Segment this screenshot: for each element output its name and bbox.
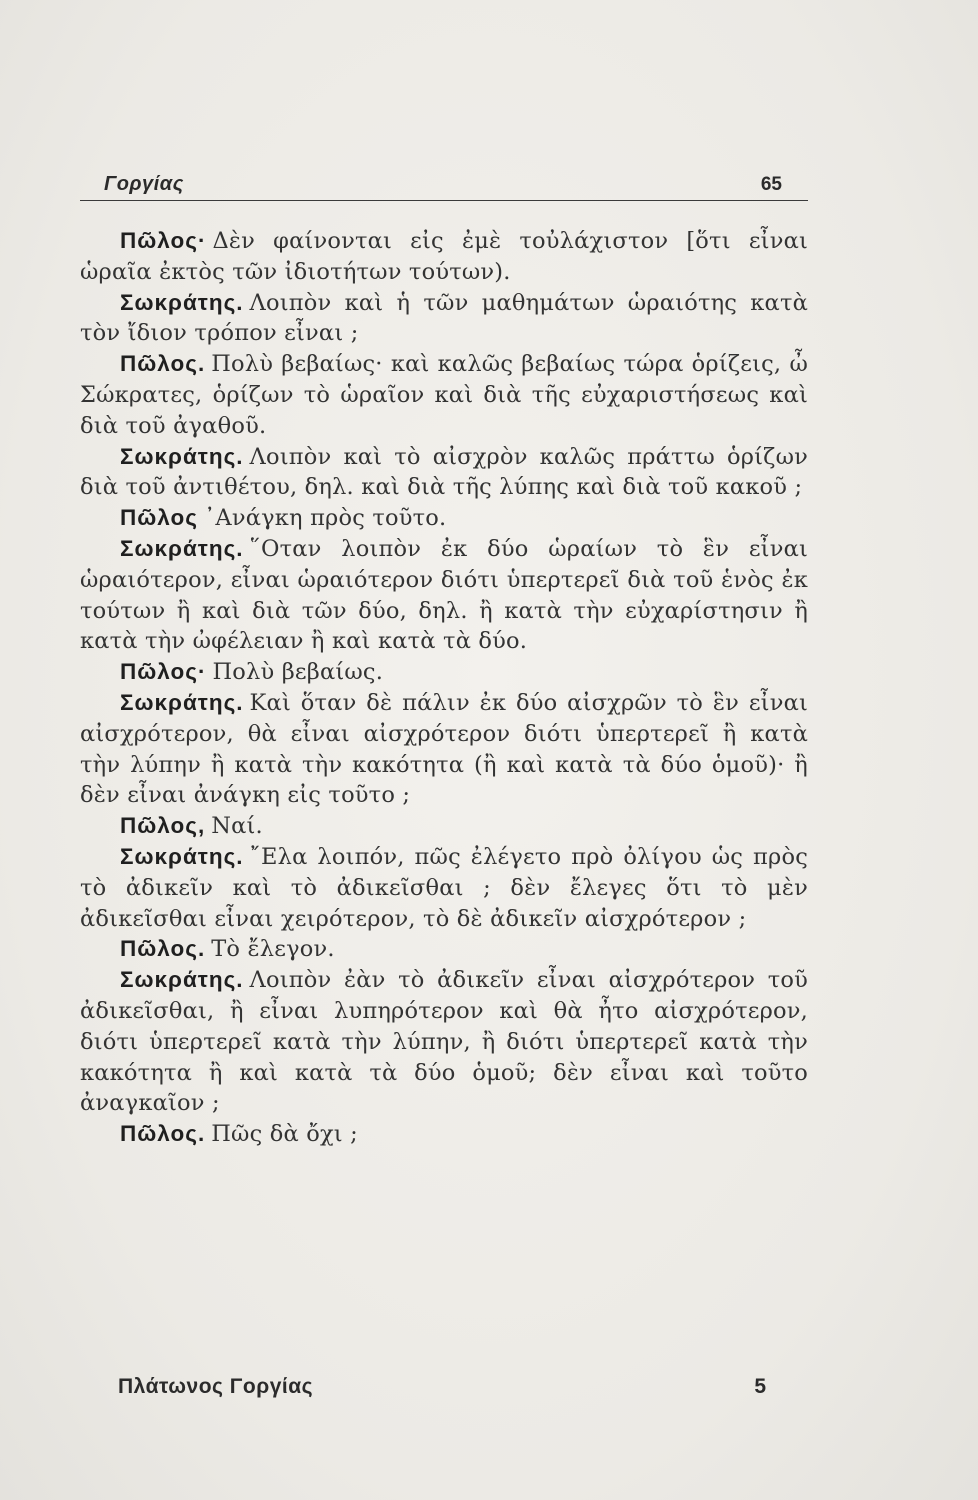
dialogue-paragraph [80, 503, 808, 534]
dialogue-text [80, 226, 808, 1150]
speech-text: Τὸ ἔλεγον. [211, 936, 335, 963]
speech-text: ᾿Ανάγκη πρὸς τοῦτο. [203, 505, 447, 532]
speech-text: ῎Ελα λοιπόν, πῶς ἐλέγετο πρὸ ὀλίγου ὡς πρὸς τὸ ἀδικεῖν καὶ τὸ ἀδικεῖσθαι ; δὲν ἔλεγες ὅτι τὸ μὲν ἀδικεῖσθαι εἶναι χειρότερον, τὸ δὲ ἀδικεῖν αἰσχρότερον ; [80, 843, 808, 932]
dialogue-paragraph [80, 1119, 808, 1150]
dialogue-paragraph [80, 288, 808, 350]
speaker-name: Πῶλος. [120, 936, 206, 962]
speaker-name: Σωκράτης. [120, 289, 244, 315]
speech-text: Λοιπὸν καὶ τὸ αἰσχρὸν καλῶς πράττω ὁρίζων διὰ τοῦ ἀντιθέτου, δηλ. καὶ διὰ τῆς λύπης καὶ διὰ τοῦ κακοῦ ; [80, 443, 808, 501]
speaker-name: Σωκράτης. [120, 689, 244, 715]
dialogue-paragraph [80, 534, 808, 657]
dialogue-paragraph [80, 965, 808, 1119]
running-head [80, 166, 808, 201]
speech-text: Λοιπὸν καὶ ἡ τῶν μαθημάτων ὡραιότης κατὰ τὸν ἴδιον τρόπον εἶναι ; [80, 289, 808, 347]
speech-text: Καὶ ὅταν δὲ πάλιν ἐκ δύο αἰσχρῶν τὸ ἓν εἶναι αἰσχρότερον, θὰ εἶναι αἰσχρότερον διότι ὑπερτερεῖ ἢ κατὰ τὴν λύπην ἢ κατὰ τὴν κακότητα (ἢ καὶ κατὰ τὰ δύο ὁμοῦ)· ἢ δὲν εἶναι ἀνάγκη εἰς τοῦτο ; [80, 689, 808, 809]
signature-mark: 5 [754, 1375, 766, 1398]
speaker-name: Σωκράτης. [120, 967, 244, 993]
dialogue-paragraph [80, 688, 808, 811]
speaker-name: Σωκράτης. [120, 535, 244, 561]
page-footer [118, 1375, 766, 1405]
speech-text: ῞Οταν λοιπὸν ἐκ δύο ὡραίων τὸ ἓν εἶναι ὡραιότερον, εἶναι ὡραιότερον διότι ὑπερτερεῖ διὰ τοῦ ἑνὸς ἐκ τούτων ἢ καὶ διὰ τῶν δύο, δηλ. ἢ κατὰ τὴν εὐχαρίστησιν ἢ κατὰ τὴν ὠφέλειαν ἢ καὶ κατὰ τὰ δύο. [80, 535, 808, 655]
speaker-name: Σωκράτης. [120, 443, 244, 469]
dialogue-paragraph [80, 842, 808, 934]
speech-text: Ναί. [211, 813, 263, 840]
page-number: 65 [760, 174, 782, 195]
speech-text: Δὲν φαίνονται εἰς ἐμὲ τοὐλάχιστον [ὅτι εἶναι ὡραῖα ἐκτὸς τῶν ἰδιοτήτων τούτων). [80, 228, 808, 285]
dialogue-paragraph [80, 442, 808, 504]
speech-text: Πολὺ βεβαίως. [212, 659, 384, 686]
speaker-name: Πῶλος [120, 505, 198, 531]
speaker-name: Πῶλος· [120, 659, 207, 685]
dialogue-paragraph [80, 811, 808, 842]
speaker-name: Πῶλος, [120, 813, 206, 839]
dialogue-paragraph [80, 226, 808, 288]
footer-book-title: Πλάτωνος Γοργίας [118, 1375, 314, 1398]
speaker-name: Σωκράτης. [120, 843, 244, 869]
speaker-name: Πῶλος. [120, 1121, 206, 1147]
dialogue-paragraph [80, 657, 808, 688]
dialogue-paragraph [80, 349, 808, 441]
running-title: Γοργίας [104, 173, 184, 195]
dialogue-paragraph [80, 934, 808, 965]
speech-text: Λοιπὸν ἐὰν τὸ ἀδικεῖν εἶναι αἰσχρότερον τοῦ ἀδικεῖσθαι, ἢ εἶναι λυπηρότερον καὶ θὰ ἦτο αἰσχρότερον, διότι ὑπερτερεῖ κατὰ τὴν λύπην, ἢ διότι ὑπερτερεῖ κατὰ τὴν κακότητα ἢ καὶ κατὰ τὰ δύο ὁμοῦ; δὲν εἶναι καὶ τοῦτο ἀναγκαῖον ; [80, 967, 808, 1117]
speaker-name: Πῶλος· [120, 228, 207, 253]
speech-text: Πῶς δὰ ὄχι ; [211, 1121, 358, 1148]
speaker-name: Πῶλος. [120, 351, 206, 377]
speech-text: Πολὺ βεβαίως· καὶ καλῶς βεβαίως τώρα ὁρίζεις, ὦ Σώκρατες, ὁρίζων τὸ ὡραῖον καὶ διὰ τῆς εὐχαριστήσεως καὶ διὰ τοῦ ἀγαθοῦ. [80, 351, 808, 439]
